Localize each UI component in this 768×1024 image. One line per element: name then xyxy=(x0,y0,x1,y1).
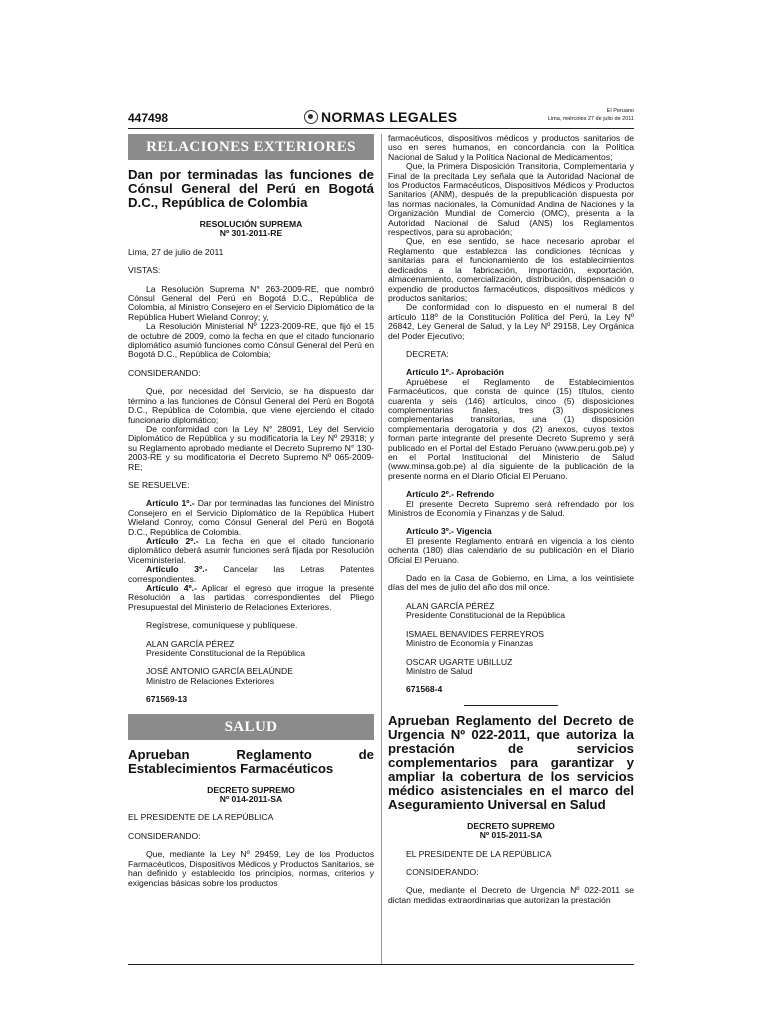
separator-rule xyxy=(464,705,558,706)
president-heading: EL PRESIDENTE DE LA REPÚBLICA xyxy=(128,812,274,823)
signatory-role: Ministro de Relaciones Exteriores xyxy=(146,675,275,686)
article-heading: Artículo 2º.- Refrendo xyxy=(406,489,495,500)
emblem-icon xyxy=(304,110,318,124)
issue-date: Lima, miércoles 27 de julio de 2011 xyxy=(547,116,634,122)
article-3 xyxy=(128,565,374,584)
right-column xyxy=(388,134,634,905)
resolve-heading: SE RESUELVE: xyxy=(128,479,190,490)
article-label: Artículo 1º.- xyxy=(146,498,195,509)
left-column xyxy=(128,134,374,888)
article-title: Aprueban Reglamento del Decreto de Urgencia Nº 022-2011, que autoriza la prestación de servicios complementarios para garantizar y ampliar la cobertura de los servicios médico asistenciales en el marco del Aseguramiento Universal en Salud xyxy=(388,712,634,812)
signatory-role: Presidente Constitucional de la República xyxy=(146,648,306,659)
article-heading: Artículo 1º.- Aprobación xyxy=(406,367,504,378)
signatory-name: JOSÉ ANTONIO GARCÍA BELAÚNDE xyxy=(146,666,293,677)
article-2 xyxy=(128,537,374,565)
paragraph: De conformidad con la Ley N° 28091, Ley del Servicio Diplomático de República y su modificatoria la Ley Nº 29318; y su Reglamento aprobado mediante el Decreto Supremo N° 130-2003-RE y su modificatoria el Decreto Supremo Nº 065-2009-RE; xyxy=(128,423,374,472)
signatory-name: ISMAEL BENAVIDES FERREYROS xyxy=(406,628,545,639)
paragraph: Que, mediante la Ley Nº 29459, Ley de los Productos Farmacéuticos, Dispositivos Médicos y Productos Sanitarios, se han definido y establecido los principios, normas, criterios y exigencias básicas sobre los productos xyxy=(128,849,374,888)
page-header xyxy=(128,107,634,129)
article-text: El presente Decreto Supremo será refrendado por los Ministros de Economía y Finanzas y de Salud. xyxy=(388,498,634,519)
article-label: Artículo 2º.- xyxy=(146,535,199,546)
resolution-type: RESOLUCIÓN SUPREMA xyxy=(199,219,303,229)
decree-type: DECRETO SUPREMO xyxy=(207,784,295,795)
article-title: Aprueban Reglamento de Establecimientos Farmacéuticos xyxy=(128,746,374,776)
decree-number: Nº 014-2011-SA xyxy=(219,794,283,805)
page-number: 447498 xyxy=(128,111,169,125)
section-band-relaciones: RELACIONES EXTERIORES xyxy=(128,134,374,160)
article-text: Cancelar las Letras Patentes correspondientes. xyxy=(128,564,374,584)
column-divider xyxy=(381,134,382,964)
considerando-heading: CONSIDERANDO: xyxy=(128,367,201,378)
publication-title-text: NORMAS LEGALES xyxy=(321,109,458,125)
document-code: 671568-4 xyxy=(406,684,443,695)
signatory-role: Ministro de Economía y Finanzas xyxy=(406,638,534,649)
decree-type: DECRETO SUPREMO xyxy=(467,820,555,831)
signatory-role: Ministro de Salud xyxy=(406,665,473,676)
paragraph: Que, en ese sentido, se hace necesario aprobar el Reglamento que establezca las condiciones técnicas y sanitarias para el funcionamiento de los establecimientos dedicados a la fabricación, importación, exportación, almacenamiento, comercialización, distribución, dispensación o expendio de productos farmacéuticos, dispositivos médicos y productos sanitarios; xyxy=(388,236,634,303)
resolution-date: Lima, 27 de julio de 2011 xyxy=(128,246,224,257)
vistas-heading: VISTAS: xyxy=(128,265,161,276)
newspaper-name: El Peruano xyxy=(606,108,634,114)
resolution-number: Nº 301-2011-RE xyxy=(219,228,283,239)
considerando-heading: CONSIDERANDO: xyxy=(128,830,201,841)
paragraph: Que, la Primera Disposición Transitoria, Complementaria y Final de la precitada Ley señala que la Autoridad Nacional de los Productos Farmacéuticos, Dispositivos Médicos y Productos Sanitarios (ANM), después de la prepublicación dispuesta por las normas nacionales, la Comunidad Andina de Naciones y la Organización Mundial de Comercio (OMC), presenta a la Autoridad Nacional de Salud (ANS) los Reglamentos respectivos, para su aprobación; xyxy=(388,161,634,238)
header-rule xyxy=(128,128,634,129)
article-label: Artículo 4º.- xyxy=(146,583,197,593)
decreta-heading: DECRETA: xyxy=(406,348,449,359)
article-text: El presente Reglamento entrará en vigencia a los ciento ochenta (180) días calendario de su publicación en el Diario Oficial El Peruano. xyxy=(388,535,634,565)
paragraph: Que, mediante el Decreto de Urgencia Nº 022-2011 se dictan medidas extraordinarias que autorizan la prestación xyxy=(388,885,634,905)
article-1 xyxy=(128,499,374,537)
decree-heading xyxy=(128,786,374,805)
article-label: Artículo 3º.- xyxy=(146,564,208,575)
article-text: La fecha en que el citado funcionario diplomático deberá asumir funciones será fijada por Resolución Viceministerial. xyxy=(128,535,374,565)
paragraph: farmacéuticos, dispositivos médicos y productos sanitarios de uso en seres humanos, en concordancia con la Política Nacional de Salud y la Política Nacional de Medicamentos; xyxy=(388,133,634,162)
decree-heading xyxy=(388,822,634,841)
considerando-heading: CONSIDERANDO: xyxy=(406,866,479,877)
closing-formula: Regístrese, comuníquese y publíquese. xyxy=(146,620,298,631)
article-text: Dar por terminadas las funciones del Ministro Consejero en el Servicio Diplomático de la República Hubert Wieland Conroy, como Cónsul General del Perú en Bogotá D.C., República de Colombia. xyxy=(128,498,374,537)
document-code: 671569-13 xyxy=(146,694,188,705)
article-text: Aplicar el egreso que irrogue la presente Resolución a las partidas correspondientes del Pliego Presupuestal del Ministerio de Relaciones Exteriores. xyxy=(128,583,374,612)
paragraph: De conformidad con lo dispuesto en el numeral 8 del artículo 118º de la Constitución Política del Perú, la Ley Nº 26842, Ley General de Salud, y la Ley Nº 29158, Ley Orgánica del Poder Ejecutivo; xyxy=(388,302,634,341)
signatory-name: OSCAR UGARTE UBILLUZ xyxy=(406,656,513,667)
signatory-name: ALAN GARCÍA PÉREZ xyxy=(146,638,235,649)
publication-title xyxy=(304,109,457,125)
article-4 xyxy=(128,584,374,612)
given-at: Dado en la Casa de Gobierno, en Lima, a los veintisiete días del mes de julio del año dos mil once. xyxy=(388,573,634,593)
signatory-role: Presidente Constitucional de la República xyxy=(406,610,566,621)
president-heading: EL PRESIDENTE DE LA REPÚBLICA xyxy=(406,848,552,859)
section-band-salud: SALUD xyxy=(128,714,374,740)
paragraph: La Resolución Suprema N° 263-2009-RE, que nombró Cónsul General del Perú en Bogotá D.C., República de Colombia, al Ministro Consejero en el Servicio Diplomático de la República Hubert Wieland Conroy; y, xyxy=(128,283,374,322)
article-heading: Artículo 3º.- Vigencia xyxy=(406,526,492,537)
paragraph: Que, por necesidad del Servicio, se ha dispuesto dar término a las funciones de Cónsul General del Perú en Bogotá D.C., República de Colombia, que viene ejerciendo el citado funcionario diplomático; xyxy=(128,386,374,425)
footer-rule xyxy=(128,964,634,965)
article-title: Dan por terminadas las funciones de Cónsul General del Perú en Bogotá D.C., República de Colombia xyxy=(128,167,374,210)
header-date-block xyxy=(548,107,634,123)
resolution-heading xyxy=(128,220,374,239)
article-text: Apruébese el Reglamento de Establecimientos Farmacéuticos, que consta de quince (15) títulos, ciento cuarenta y seis (146) artículos, cinco (5) disposiciones complementarias finales, tres (3) disposiciones complementarias transitorias, una (1) disposición complementaria derogatoria y dos (2) anexos, cuyos textos forman parte integrante del presente Decreto Supremo y será publicado en el Portal del Estado Peruano (www.peru.gob.pe) y en el Portal Institucional del Ministerio de Salud (www.minsa.gob.pe) al día siguiente de la publicación de la presente norma en el Diario Oficial El Peruano. xyxy=(388,376,634,481)
decree-number: Nº 015-2011-SA xyxy=(479,830,543,841)
signatory-name: ALAN GARCÍA PÉREZ xyxy=(406,600,495,611)
paragraph: La Resolución Ministerial Nº 1223-2009-RE, que fijó el 15 de octubre de 2009, como la fecha en que el citado funcionario diplomático asumió funciones como Cónsul General del Perú en Bogotá D.C., República de Colombia; xyxy=(128,321,374,360)
